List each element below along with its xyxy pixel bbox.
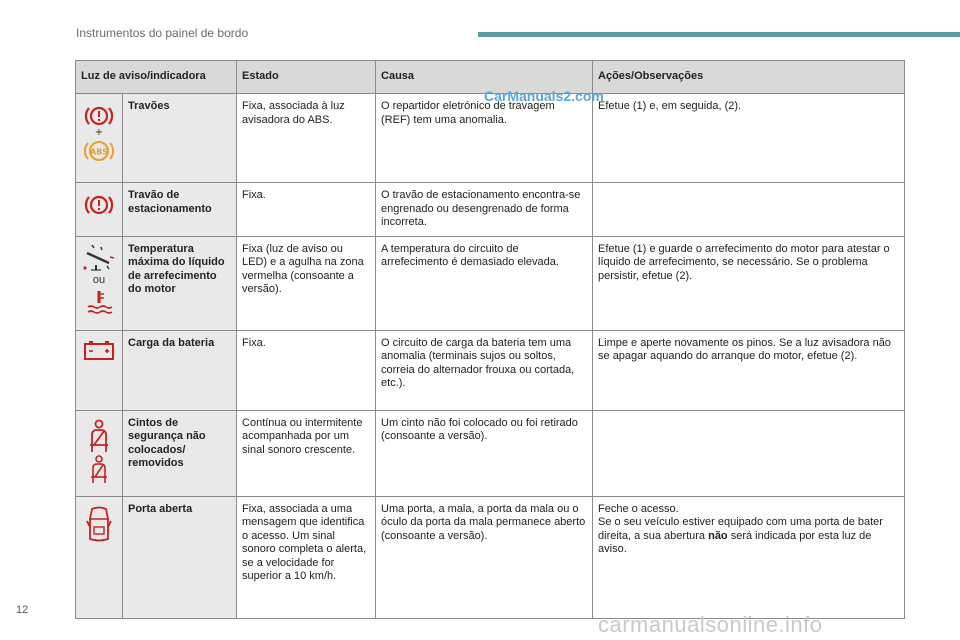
warning-lights-table: [75, 60, 905, 619]
warning-name: Cintos de segurança não colocados/ removidos: [123, 410, 237, 496]
header-warning-light: Luz de aviso/indicadora: [76, 61, 237, 94]
icon-cell: [76, 410, 123, 496]
door-open-icon: [84, 505, 114, 543]
header-estado: Estado: [237, 61, 376, 94]
estado-cell: Fixa, associada a uma mensagem que identifica o acesso. Um sinal sonoro completa o alerta, se a velocidade for superior a 10 km/h.: [237, 496, 376, 618]
acoes-cell: Limpe e aperte novamente os pinos. Se a luz avisadora não se apagar aquando do arranque do motor, efetue (2).: [593, 330, 905, 410]
warning-name: Carga da bateria: [123, 330, 237, 410]
acoes-cell: Efetue (1) e guarde o arrefecimento do motor para atestar o líquido de arrefecimento, se necessário. Se o problema persistir, efetue (2).: [593, 236, 905, 330]
coolant-temperature-icon: [82, 288, 116, 316]
estado-cell: Fixa, associada à luz avisadora do ABS.: [237, 94, 376, 183]
watermark-top: CarManuals2.com: [484, 88, 604, 104]
warning-name: Porta aberta: [123, 496, 237, 618]
table-row: [76, 236, 905, 330]
estado-cell: Fixa.: [237, 330, 376, 410]
svg-text:+: +: [94, 127, 104, 136]
coolant-gauge-icon: [79, 243, 119, 273]
table-row: [76, 410, 905, 496]
table-row: [76, 330, 905, 410]
icon-cell: [76, 496, 123, 618]
causa-cell: Uma porta, a mala, a porta da mala ou o óculo da porta da mala permanece aberto (consoante a versão).: [376, 496, 593, 618]
abs-warning-icon: [82, 136, 116, 166]
acoes-cell: [593, 410, 905, 496]
table-row: [76, 94, 905, 183]
warning-name: Travão de estacionamento: [123, 183, 237, 237]
acoes-cell: [593, 496, 905, 618]
icon-separator-text: ou: [92, 273, 106, 286]
acoes-line-2a: Se o seu veículo estiver equipado com uma porta de bater direita, a sua abertura: [598, 516, 883, 542]
seatbelt-icon: [84, 419, 114, 455]
warning-name: Temperatura máxima do líquido de arrefecimento do motor: [123, 236, 237, 330]
brake-warning-icon: [82, 102, 116, 136]
causa-cell: Um cinto não foi colocado ou foi retirado (consoante a versão).: [376, 410, 593, 496]
warning-name: Travões: [123, 94, 237, 183]
table-row: [76, 496, 905, 618]
estado-cell: Contínua ou intermitente acompanhada por um sinal sonoro crescente.: [237, 410, 376, 496]
seatbelt-small-icon: [86, 455, 112, 485]
estado-cell: Fixa.: [237, 183, 376, 237]
acoes-bold-word: não: [708, 529, 728, 542]
watermark-bottom: carmanualsonline.info: [598, 612, 823, 637]
icon-cell: [76, 183, 123, 237]
battery-icon: [82, 339, 116, 361]
causa-cell: A temperatura do circuito de arrefecimento é demasiado elevada.: [376, 236, 593, 330]
causa-cell: O circuito de carga da bateria tem uma anomalia (terminais sujos ou soltos, correia do alternador frouxa ou cortada, etc.).: [376, 330, 593, 410]
svg-text:ABS: ABS: [89, 147, 109, 157]
acoes-cell: [593, 183, 905, 237]
header-causa: Causa: [376, 61, 593, 94]
estado-cell: Fixa (luz de aviso ou LED) e a agulha na zona vermelha (consoante a versão).: [237, 236, 376, 330]
header-acoes: Ações/Observações: [593, 61, 905, 94]
acoes-cell: Efetue (1) e, em seguida, (2).: [593, 94, 905, 183]
table-row: [76, 183, 905, 237]
acoes-line-1: Feche o acesso.: [598, 502, 679, 515]
page-header-title: Instrumentos do painel de bordo: [76, 26, 249, 40]
acoes-line-2c: será indicada por esta luz de aviso.: [598, 529, 872, 555]
icon-cell: [76, 330, 123, 410]
page-number: 12: [16, 604, 29, 616]
header-accent-bar: [478, 32, 960, 37]
icon-cell: [76, 94, 123, 183]
causa-cell: O repartidor eletrónico de travagem (REF) tem uma anomalia.: [376, 94, 593, 183]
causa-cell: O travão de estacionamento encontra-se engrenado ou desengrenado de forma incorreta.: [376, 183, 593, 237]
parking-brake-icon: [82, 191, 116, 219]
icon-cell: [76, 236, 123, 330]
